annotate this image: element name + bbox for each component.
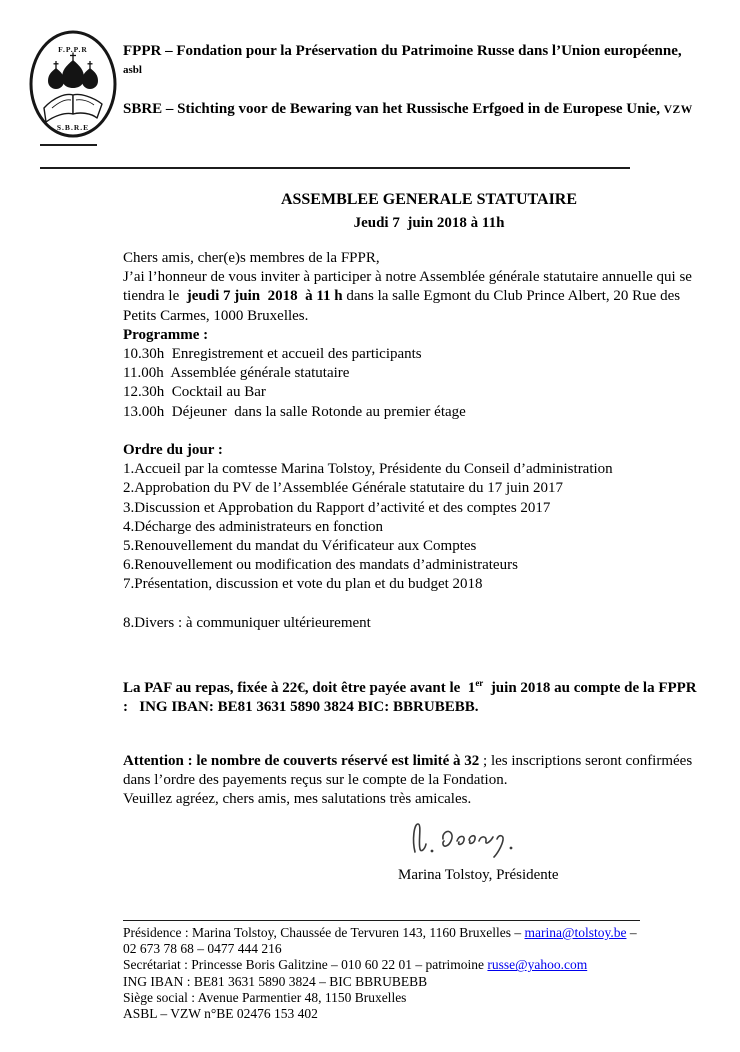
logo-bottom-text: S.B.R.E: [56, 123, 90, 132]
footer-presidence-tail: –: [626, 925, 637, 940]
org-name-fr: FPPR – Fondation pour la Préservation du Patrimoine Russe dans l’Union européenne,: [123, 43, 682, 59]
spacer: [123, 595, 697, 614]
org-name-nl-text: SBRE – Stichting voor de Bewaring van het Russische Erfgoed in de Europese Unie,: [123, 101, 664, 117]
footer-secretariat: [123, 957, 685, 973]
agenda-item: 4.Décharge des administrateurs en fonction: [123, 518, 384, 535]
org-header: [123, 42, 725, 120]
paf-part1: La PAF au repas, fixée à 22€, doit être payée avant le 1: [123, 680, 476, 696]
signatory-name: Marina Tolstoy, Présidente: [398, 867, 559, 883]
letter-body: [123, 249, 697, 633]
programme-item: 12.30h Cocktail au Bar: [123, 384, 266, 401]
spacer: [123, 422, 697, 441]
agenda-item: 2.Approbation du PV de l’Assemblée Générale statutaire du 17 juin 2017: [123, 480, 564, 497]
agenda-item: 1.Accueil par la comtesse Marina Tolstoy, Présidente du Conseil d’administration: [123, 461, 613, 478]
programme-item: 13.00h Déjeuner dans la salle Rotonde au premier étage: [123, 403, 466, 420]
programme-item: 11.00h Assemblée générale statutaire: [123, 365, 350, 382]
paf-part2: juin 2018 au compte de la FPPR : ING IBAN: BE81 3631 5890 3824 BIC: BBRUBEBB.: [123, 680, 701, 716]
intro-date-bold: jeudi 7 juin 2018 à 11 h: [186, 288, 347, 305]
payment-paragraph: [123, 678, 701, 717]
agenda-item: 7.Présentation, discussion et vote du plan et du budget 2018: [123, 576, 483, 593]
attention-paragraph: [123, 752, 709, 810]
letter-footer: [123, 920, 685, 1022]
salutation: Chers amis, cher(e)s membres de la FPPR,: [123, 250, 380, 266]
fppr-logo: [28, 28, 118, 140]
footer-asbl-number: ASBL – VZW n°BE 02476 153 402: [123, 1006, 318, 1022]
programme-heading: Programme :: [123, 326, 209, 343]
paf-superscript: er: [475, 678, 484, 688]
agenda-item: 6.Renouvellement ou modification des mandats d’administrateurs: [123, 557, 518, 574]
secretariat-email-link[interactable]: russe@yahoo.com: [487, 957, 588, 973]
footer-presidence: [123, 925, 685, 941]
long-divider: [40, 167, 630, 169]
programme-item: 10.30h Enregistrement et accueil des participants: [123, 346, 422, 363]
closing-line: Veuillez agréez, chers amis, mes salutations très amicales.: [123, 791, 472, 808]
attention-rest: ; les inscriptions seront confirmées dans l’ordre des payements reçus sur le compte de la Fondation.: [123, 753, 696, 789]
signature-icon: [405, 814, 530, 862]
agenda-heading: Ordre du jour :: [123, 442, 223, 459]
org-name-nl: [123, 100, 725, 120]
org-suffix-asbl: asbl: [123, 64, 142, 76]
footer-phones: 02 673 78 68 – 0477 444 216: [123, 941, 282, 957]
agenda-item: 5.Renouvellement du mandat du Vérificateur aux Comptes: [123, 538, 477, 555]
document-title: ASSEMBLEE GENERALE STATUTAIRE: [280, 191, 578, 208]
footer-siege: Siège social : Avenue Parmentier 48, 1150 Bruxelles: [123, 989, 407, 1005]
attention-line: [123, 752, 709, 790]
footer-presidence-text: Présidence : Marina Tolstoy, Chaussée de Tervuren 143, 1160 Bruxelles –: [123, 925, 525, 940]
document-subtitle: Jeudi 7 juin 2018 à 11h: [353, 215, 505, 231]
handwritten-signature: [405, 814, 530, 862]
attention-bold: Attention : le nombre de couverts réservé est limité à 32: [123, 753, 480, 769]
footer-iban: ING IBAN : BE81 3631 5890 3824 – BIC BBRUBEBB: [123, 973, 428, 989]
title-block: [123, 190, 735, 233]
logo-top-text: F.P.P.R: [58, 45, 88, 54]
intro-paragraph: [123, 268, 697, 326]
fppr-logo-icon: [28, 28, 118, 140]
agenda-item: 3.Discussion et Approbation du Rapport d’activité et des comptes 2017: [123, 499, 551, 516]
footer-secretariat-text: Secrétariat : Princesse Boris Galitzine – 010 60 22 01 – patrimoine: [123, 957, 488, 973]
org-suffix-vzw: VZW: [663, 104, 693, 116]
intro-part1: J’ai l’honneur de vous inviter à participer à notre Assemblée générale statutaire annuelle qui se tiendra le: [123, 269, 696, 305]
agenda-item-divers: 8.Divers : à communiquer ultérieurement: [123, 614, 371, 631]
short-divider: [40, 144, 97, 146]
intro-part2: dans la salle Egmont du Club Prince Albert, 20 Rue des Petits Carmes, 1000 Bruxelles.: [123, 288, 684, 324]
footer-divider: [123, 920, 640, 921]
presidence-email-link[interactable]: marina@tolstoy.be: [524, 925, 627, 940]
